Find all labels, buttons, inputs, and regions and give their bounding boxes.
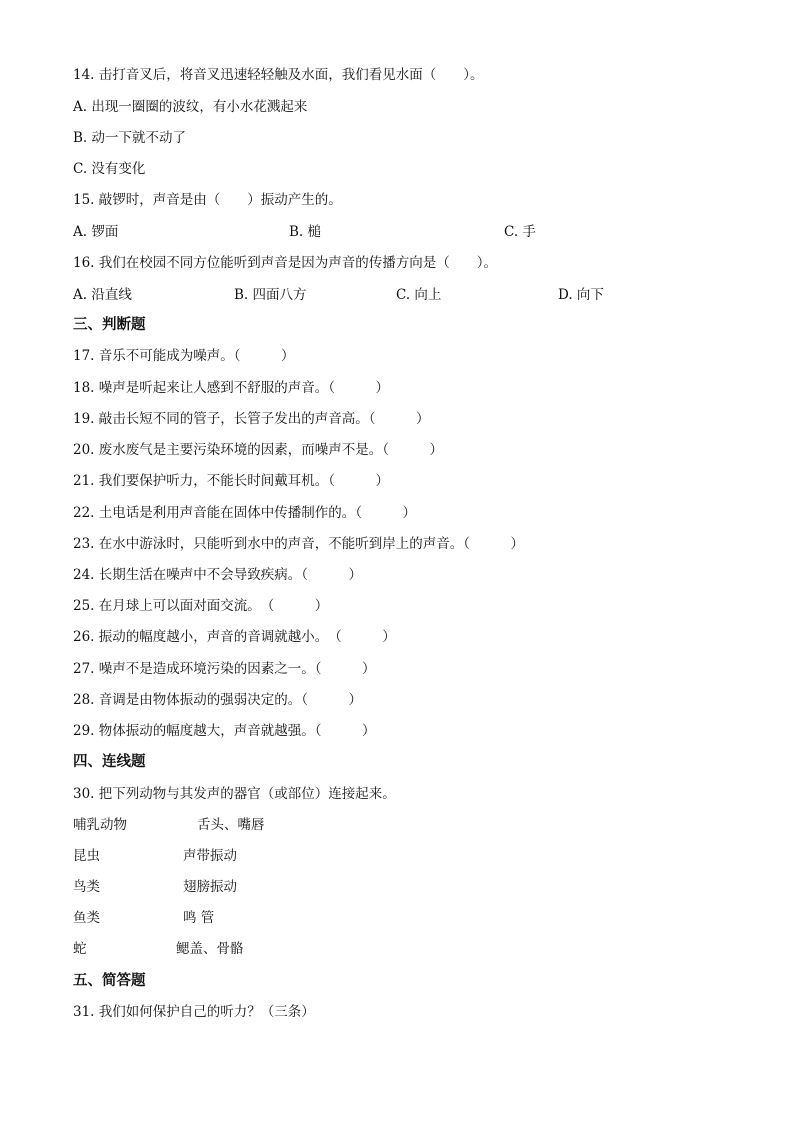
judgment-item: 17. 音乐不可能成为噪声。（ ） (73, 348, 295, 364)
question-16-option-a: A. 沿直线 (73, 287, 132, 303)
question-15-option-b: B. 槌 (289, 224, 322, 240)
question-15-stem: 15. 敲锣时，声音是由（ ）振动产生的。 (73, 192, 342, 208)
judgment-item: 22. 土电话是利用声音能在固体中传播制作的。（ ） (73, 505, 417, 521)
matching-left-item[interactable]: 鸟类 (73, 879, 100, 895)
matching-left-item[interactable]: 哺乳动物 (73, 817, 127, 833)
judgment-item: 21. 我们要保护听力，不能长时间戴耳机。（ ） (73, 473, 390, 489)
question-30-stem: 30. 把下列动物与其发声的器官（或部位）连接起来。 (73, 786, 396, 802)
judgment-item: 20. 废水废气是主要污染环境的因素，而噪声不是。（ ） (73, 442, 444, 458)
matching-right-item[interactable]: 声带振动 (183, 848, 237, 864)
section-heading-judgment: 三、判断题 (73, 317, 146, 333)
matching-left-item[interactable]: 昆虫 (73, 848, 100, 864)
question-14-stem: 14. 击打音叉后，将音叉迅速轻轻触及水面，我们看见水面（ ）。 (73, 67, 484, 83)
judgment-item: 24. 长期生活在噪声中不会导致疾病。（ ） (73, 567, 363, 583)
question-16-option-b: B. 四面八方 (234, 287, 307, 303)
question-31-stem: 31. 我们如何保护自己的听力？（三条） (73, 1004, 315, 1020)
matching-left-item[interactable]: 蛇 (73, 941, 87, 957)
question-14-option-a: A. 出现一圈圈的波纹，有小水花溅起来 (73, 99, 308, 115)
question-15-option-a: A. 锣面 (73, 224, 119, 240)
question-16-option-d: D. 向下 (558, 287, 604, 303)
matching-right-item[interactable]: 鸣 管 (183, 910, 215, 926)
section-heading-short-answer: 五、简答题 (73, 973, 146, 989)
judgment-item: 27. 噪声不是造成环境污染的因素之一。（ ） (73, 661, 376, 677)
section-heading-matching: 四、连线题 (73, 754, 146, 770)
matching-right-item[interactable]: 舌头、嘴唇 (197, 817, 265, 833)
matching-right-item[interactable]: 翅膀振动 (183, 879, 237, 895)
judgment-item: 19. 敲击长短不同的管子，长管子发出的声音高。（ ） (73, 411, 430, 427)
matching-right-item[interactable]: 鳃盖、骨骼 (176, 941, 244, 957)
judgment-item: 25. 在月球上可以面对面交流。 （ ） (73, 598, 329, 614)
judgment-item: 18. 噪声是听起来让人感到不舒服的声音。（ ） (73, 380, 390, 396)
question-16-stem: 16. 我们在校园不同方位能听到声音是因为声音的传播方向是（ ）。 (73, 255, 498, 271)
question-14-option-c: C. 没有变化 (73, 161, 146, 177)
judgment-item: 26. 振动的幅度越小，声音的音调就越小。 （ ） (73, 629, 396, 645)
judgment-item: 23. 在水中游泳时，只能听到水中的声音，不能听到岸上的声音。（ ） (73, 536, 525, 552)
judgment-item: 29. 物体振动的幅度越大，声音就越强。（ ） (73, 723, 376, 739)
question-16-option-c: C. 向上 (396, 287, 442, 303)
matching-left-item[interactable]: 鱼类 (73, 910, 100, 926)
question-15-option-c: C. 手 (504, 224, 536, 240)
judgment-item: 28. 音调是由物体振动的强弱决定的。（ ） (73, 692, 363, 708)
question-14-option-b: B. 动一下就不动了 (73, 130, 187, 146)
